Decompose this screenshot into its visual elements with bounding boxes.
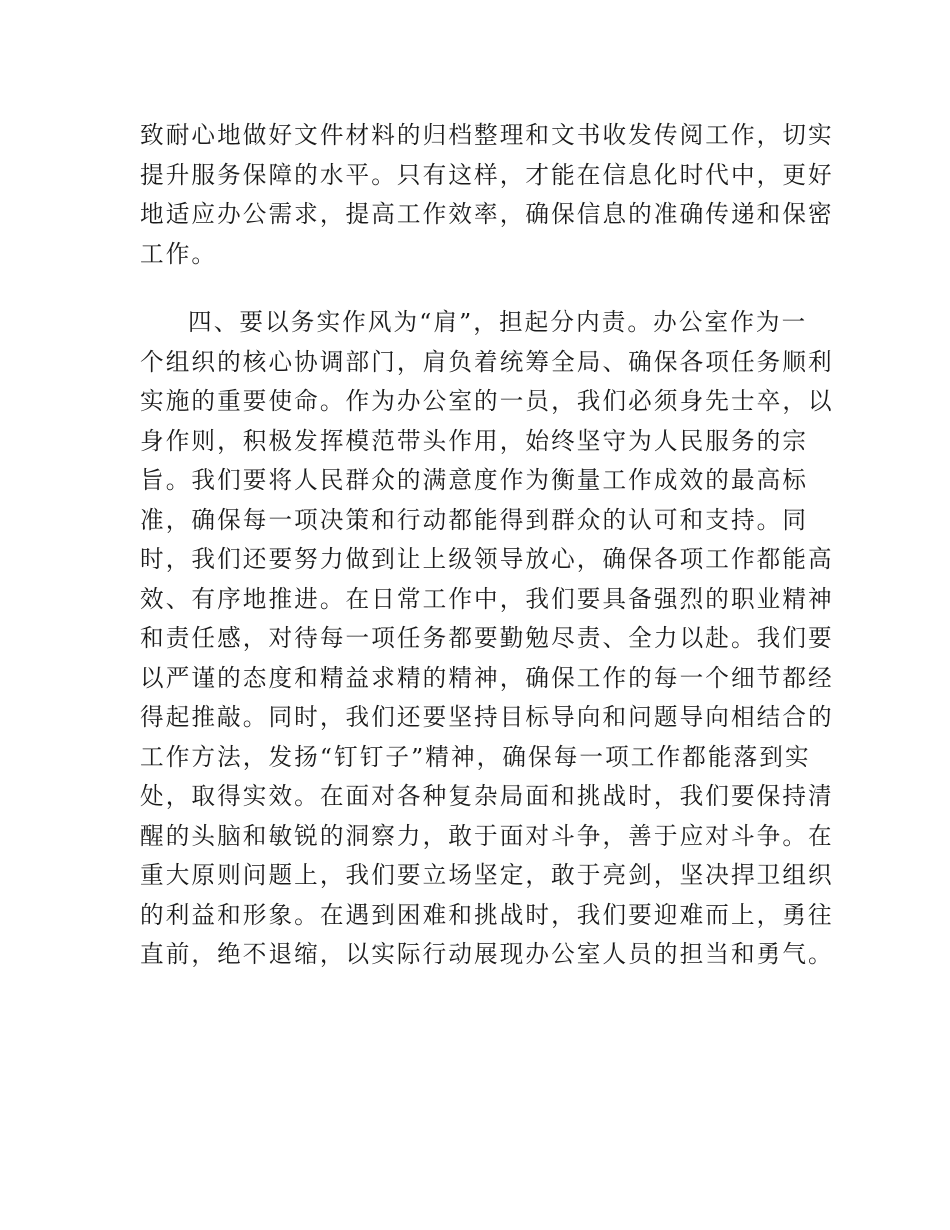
text-line: 旨。我们要将人民群众的满意度作为衡量工作成效的最高标 [140,466,809,494]
text-line: 工作方法，发扬“钉钉子”精神，确保每一项工作都能落到实 [140,742,811,771]
text-line-first: 四、要以务实作风为“肩”，担起分内责。办公室作为一 [188,308,808,336]
text-line: 得起推敲。同时，我们还要坚持目标导向和问题导向相结合的 [140,703,834,731]
text-line: 工作。 [140,239,218,268]
text-line: 效、有序地推进。在日常工作中，我们要具备强烈的职业精神 [140,584,834,613]
text-line: 醒的头脑和敏锐的洞察力，敢于面对斗争，善于应对斗争。在 [140,821,834,850]
paragraph-section-four [140,303,834,975]
paragraph-continuation [140,116,834,274]
text-line: 的利益和形象。在遇到困难和挑战时，我们要迎难而上，勇往 [140,900,834,929]
text-line: 准，确保每一项决策和行动都能得到群众的认可和支持。同 [140,505,809,534]
text-line: 时，我们还要努力做到让上级领导放心，确保各项工作都能高 [140,545,834,573]
text-line: 以严谨的态度和精益求精的精神，确保工作的每一个细节都经 [140,663,834,692]
text-line: 身作则，积极发挥模范带头作用，始终坚守为人民服务的宗 [140,426,809,455]
text-line: 直前，绝不退缩，以实际行动展现办公室人员的担当和勇气。 [140,940,834,968]
text-line: 重大原则问题上，我们要立场坚定，敢于亮剑，坚决捍卫组织 [140,861,834,889]
text-line: 和责任感，对待每一项任务都要勤勉尽责、全力以赴。我们要 [140,624,834,652]
text-line: 提升服务保障的水平。只有这样，才能在信息化时代中，更好 [140,160,834,189]
text-line: 处，取得实效。在面对各种复杂局面和挑战时，我们要保持清 [140,782,834,810]
text-line: 地适应办公需求，提高工作效率，确保信息的准确传递和保密 [140,200,834,228]
text-line: 实施的重要使命。作为办公室的一员，我们必须身先士卒，以 [140,387,834,415]
text-line: 个组织的核心协调部门，肩负着统筹全局、确保各项任务顺利 [140,347,834,376]
text-line: 致耐心地做好文件材料的归档整理和文书收发传阅工作，切实 [140,121,834,149]
